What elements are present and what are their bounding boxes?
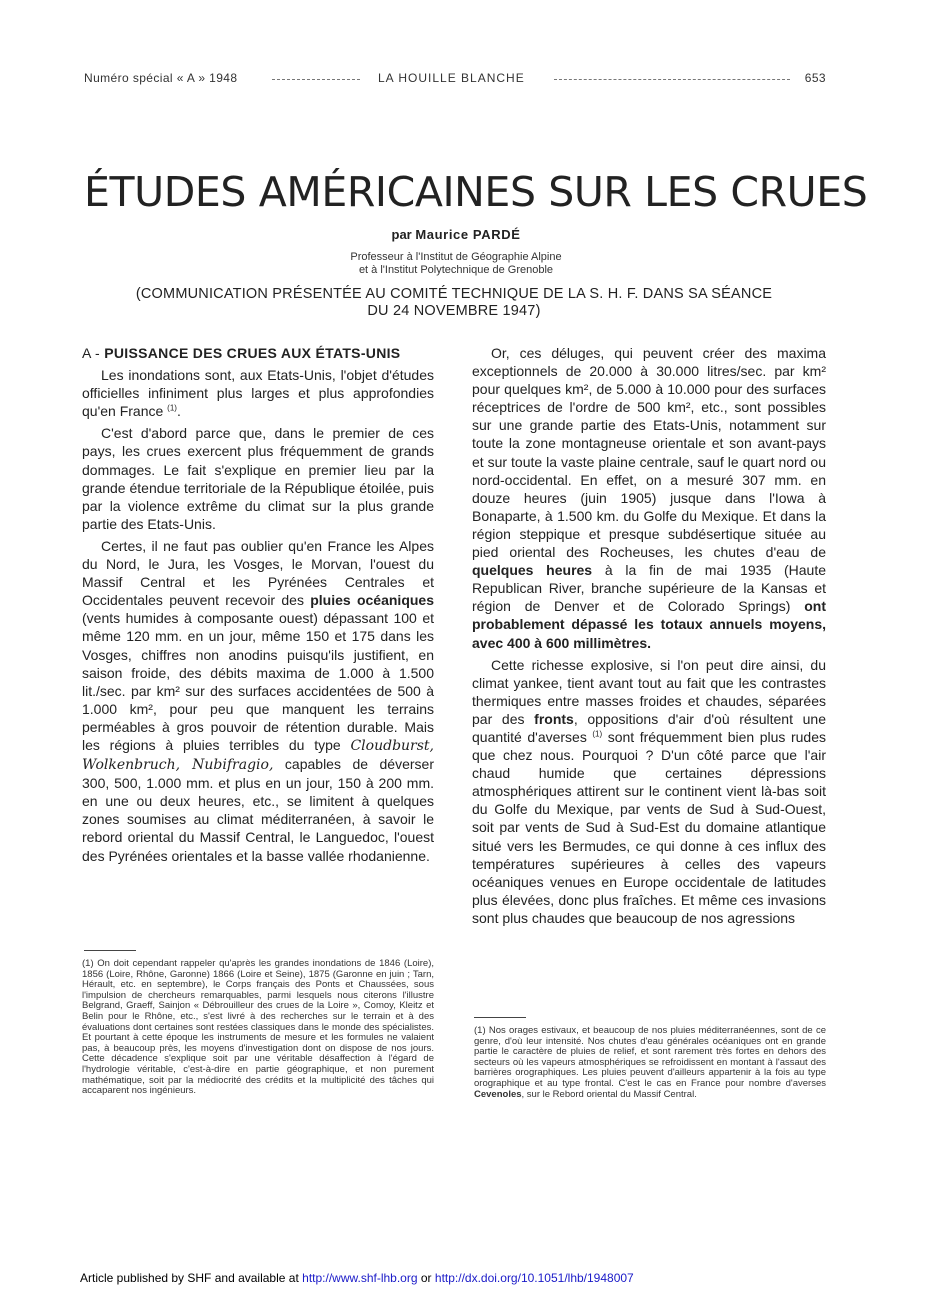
shf-link[interactable]: http://www.shf-lhb.org bbox=[302, 1271, 418, 1285]
emphasis: ont probablement dépassé les totaux annuels moyens, avec 400 à 600 millimètres. bbox=[472, 598, 827, 651]
emphasis: fronts bbox=[534, 710, 574, 727]
emphasis: pluies océaniques bbox=[310, 592, 434, 609]
footnote-ref: (1) bbox=[167, 403, 177, 413]
section-heading bbox=[82, 344, 434, 362]
section-title: PUISSANCE DES CRUES AUX ÉTATS-UNIS bbox=[104, 345, 401, 361]
byline bbox=[84, 227, 828, 242]
running-head bbox=[84, 71, 826, 89]
column-left bbox=[82, 344, 434, 869]
communication-line: DU 24 NOVEMBRE 1947) bbox=[367, 303, 541, 319]
paragraph: C'est d'abord parce que, dans le premier de ces pays, les crues exercent plus fréquemment de grands dommages. Le fait s'explique en premier lieu par la grande étendue territoriale de la République étoilée, puis par la violence extrême du climat sur la plus grande partie des Etats-Unis. bbox=[82, 425, 434, 532]
doi-link[interactable]: http://dx.doi.org/10.1051/lhb/1948007 bbox=[434, 1271, 634, 1285]
footnote-right: (1) Nos orages estivaux, et beaucoup de nos pluies méditerranéennes, sont de ce genre, d'où leur intensité. Nos chutes d'eau générales océaniques ont en grande partie le caractère de pluies de relief, et sont rarement très fortes en dehors des secteurs où les vapeurs atmosphériques se refroidissent en montant à l'assaut des barrières orographiques. Les pluies peuvent d'ailleurs appartenir à la fois au type orographique et au type frontal. C'est le cas en France pour nombre d'averses Cevenoles, sur le Rebord oriental du Massif Central. bbox=[474, 1025, 826, 1100]
emphasis: Cevenoles bbox=[474, 1088, 522, 1100]
article-title: ÉTUDES AMÉRICAINES SUR LES CRUES bbox=[84, 168, 868, 216]
footnote-rule bbox=[84, 950, 136, 951]
author-name: Maurice PARDÉ bbox=[415, 227, 521, 242]
byline-prefix: par bbox=[391, 227, 412, 242]
running-head-rule-right bbox=[554, 79, 790, 80]
publication-or: or bbox=[420, 1271, 432, 1285]
paragraph: Or, ces déluges, qui peuvent créer des maxima exceptionnels de 20.000 à 30.000 litres/sec. par km² pour quelques km², de 5.000 à 10.000 pour des surfaces réceptrices de l'ordre de 500 km², etc., sont possibles sur une grande partie des Etats-Unis, notamment sur toute la zone montagneuse orientale et son avant-pays et sur toute la vaste plaine centrale, sauf le quart nord ou nord-occidental. En effet, on a mesuré 307 mm. en douze heures (juin 1905) jusque dans l'Iowa à Bonaparte, à 1.500 km. du Golfe du Mexique. Et dans la région steppique et presque subdésertique située au pied oriental des Rocheuses, les chutes d'eau de quelques heures à la fin de mai 1935 (Haute Republican River, branche supérieure de la Kansas et région de Denver et de Colorado Springs) ont probablement dépassé les totaux annuels moyens, avec 400 à 600 millimètres. bbox=[472, 345, 827, 651]
paragraph: Les inondations sont, aux Etats-Unis, l'objet d'études officielles infiniment plus larges et plus approfondies qu'en France $^{(1)}$. bbox=[82, 367, 434, 420]
footnote-left: (1) On doit cependant rappeler qu'après les grandes inondations de 1846 (Loire), 1856 (Loire, Rhône, Garonne) 1866 (Loire et Seine), 1875 (Garonne en juin ; Tarn, Hérault, etc. en septembre), le Corps français des Ponts et Chaussées, sous l'impulsion de chercheurs remarquables, parmi lesquels nous citerons l'illustre Belgrand, Graeff, Sainjon « Débrouilleur des crues de la Loire », Comoy, Kleitz et Belin pour le Rhône, etc., s'est livré à des recherches sur le terrain et à des évaluations dont certaines sont restées classiques dans le monde des spécialistes. Et pourtant à cette époque les instruments de mesure et les formules ne valaient pas, à beaucoup près, les moyens d'investigation dont on dispose de nos jours. Cette décadence s'explique soit par une véritable désaffection à l'égard de l'hydrologie véritable, c'est-à-dire en partie géographique, et non purement mathématique, soit par la médiocrité des crédits et la multiplicité des tâches qui accaparent nos ingénieurs. bbox=[82, 958, 434, 1097]
running-head-rule-left bbox=[272, 79, 360, 80]
footnote-rule bbox=[474, 1017, 526, 1018]
communication-line: (COMMUNICATION PRÉSENTÉE AU COMITÉ TECHNIQUE DE LA S. H. F. DANS SA SÉANCE bbox=[135, 286, 773, 302]
emphasis: quelques heures bbox=[472, 562, 593, 579]
affiliation-line: Professeur à l'Institut de Géographie Alpine bbox=[350, 251, 562, 263]
communication-note bbox=[80, 286, 828, 320]
section-label: A - bbox=[82, 345, 101, 361]
publication-line bbox=[80, 1271, 634, 1285]
paragraph: Certes, il ne faut pas oublier qu'en France les Alpes du Nord, le Jura, les Vosges, le Morvan, l'ouest du Massif Central et les Pyrénées Centrales et Occidentales peuvent recevoir des pluies océaniques (vents humides à composante ouest) dépassant 100 et même 120 mm. en un jour, même 150 et 175 dans les Vosges, chiffres non anodins puisqu'ils justifient, en saison froide, des débits maxima de 1.000 à 1.500 lit./sec. par km² sur des surfaces accidentées de 500 à 1.000 km², pour peu que manquent les terrains perméables à gros pouvoir de rétention durable. Mais les régions à pluies terribles du type Cloudburst, Wolkenbruch, Nubifragio, capables de déverser 300, 500, 1.000 mm. et plus en un jour, 150 à 200 mm. en une ou deux heures, etc., se limitent à quelques zones soumises au climat méditerranéen, à savoir le rebord oriental du Massif Central, le Languedoc, l'ouest des Pyrénées orientales et la basse vallée rhodanienne. bbox=[82, 537, 434, 864]
italic-terms: Cloudburst, Wolkenbruch, Nubifragio, bbox=[82, 737, 434, 774]
journal-issue: Numéro spécial « A » 1948 bbox=[84, 71, 238, 85]
footnote-ref: (1) bbox=[592, 729, 603, 739]
page-number: 653 bbox=[804, 71, 826, 85]
publication-text: Article published by SHF and available at bbox=[80, 1271, 299, 1285]
affiliation bbox=[84, 251, 828, 277]
paragraph: Cette richesse explosive, si l'on peut dire ainsi, du climat yankee, tient avant tout au fait que les contrastes thermiques entre masses froides et chaudes, séparées par des fronts, oppositions d'air d'où résultent une quantité d'averses $^{(1)}$ sont fréquemment bien plus rudes que chez nous. Pourquoi ? D'un côté parce que l'air chaud humide que certaines dépressions atmosphériques attirent sur le continent vient là-bas soit du Golfe du Mexique, par vents de Sud à Sud-Ouest, soit par vents de Sud à Sud-Est du domaine atlantique situé vers les Bermudes, ce qui donne à ces influx des températures supérieures à celles des vapeurs océaniques venues en Europe occidentale de latitudes plus élevées, donc plus fraîches. Et même ces invasions sont plus chaudes que beaucoup de nos agressions bbox=[472, 656, 826, 926]
column-right bbox=[472, 344, 826, 931]
journal-name: LA HOUILLE BLANCHE bbox=[378, 71, 525, 85]
affiliation-line: et à l'Institut Polytechnique de Grenoble bbox=[358, 264, 554, 276]
